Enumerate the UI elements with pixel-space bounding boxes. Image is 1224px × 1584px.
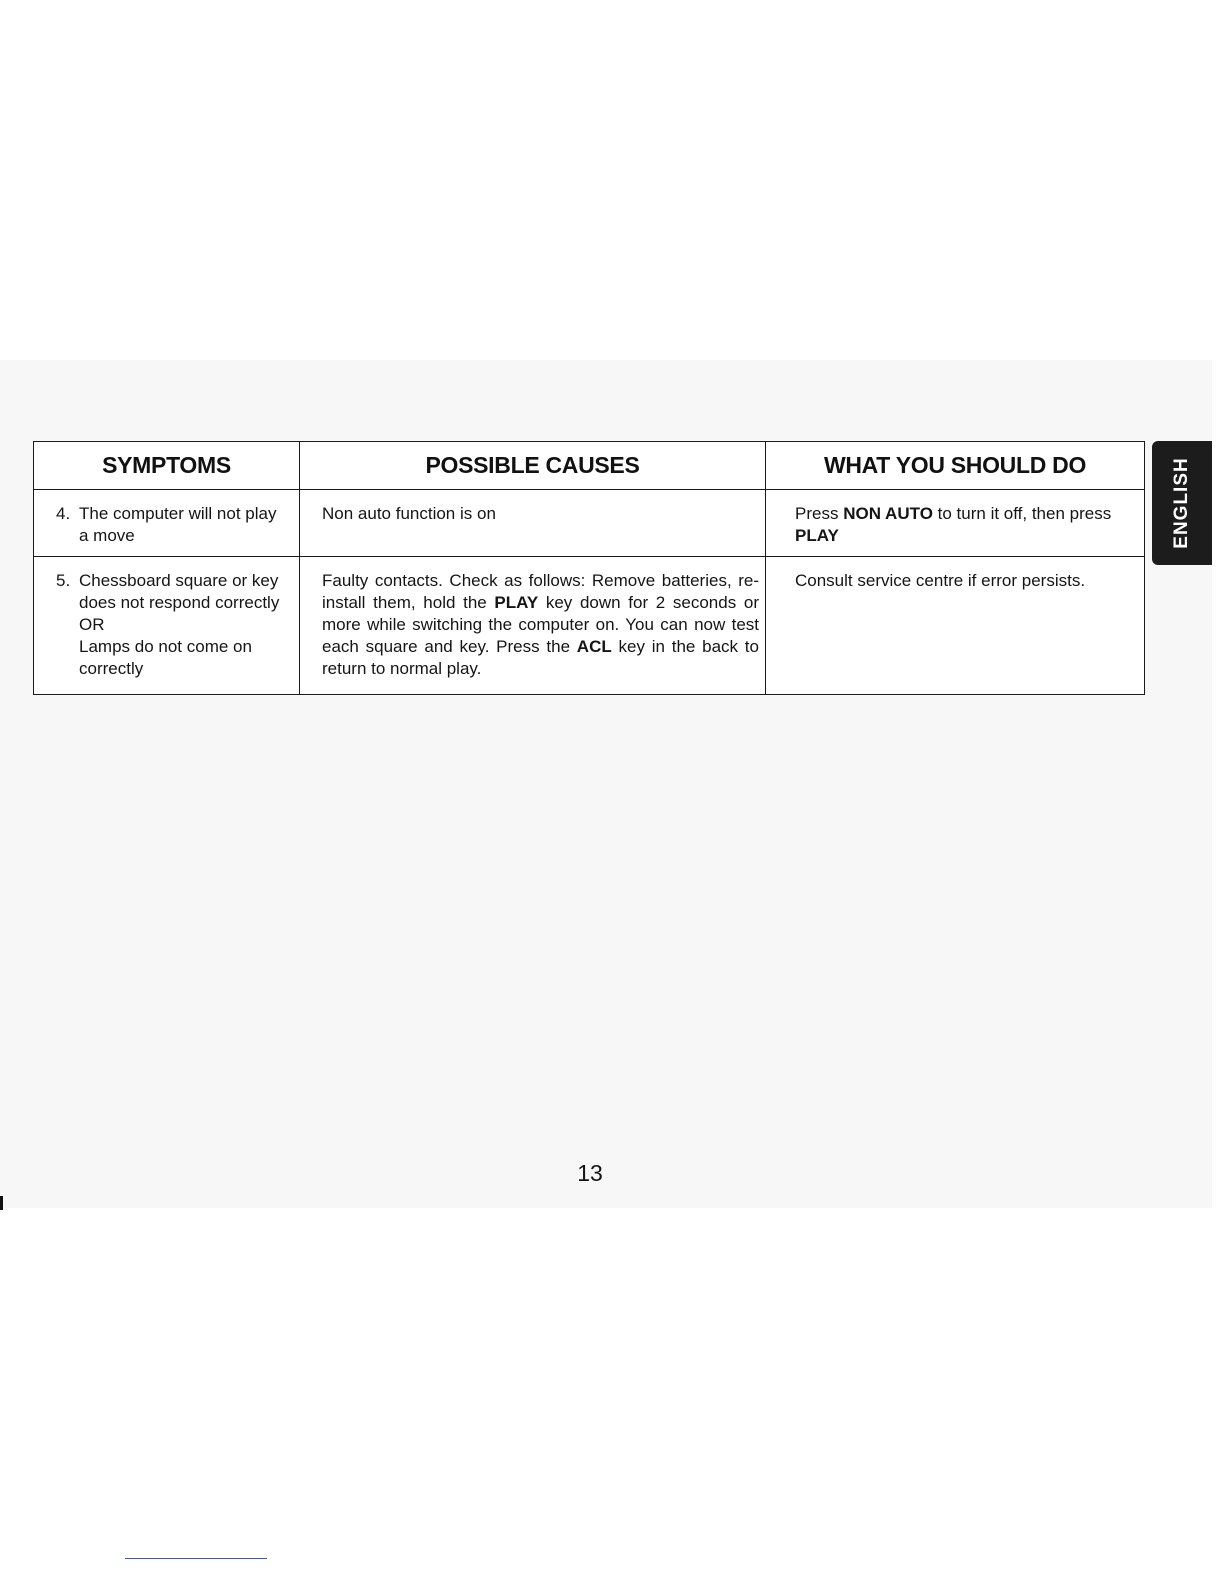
cause-cell [300,557,766,695]
action-cell [766,557,1145,695]
action-cell [766,490,1145,557]
table-row [34,557,1145,695]
header-possible-causes: POSSIBLE CAUSES [300,442,766,490]
symptom-line: does not respond correctly [79,593,280,612]
key-name-play: PLAY [795,526,839,545]
action-text: Press [795,504,844,523]
symptom-line: The computer will not play [79,504,277,523]
cause-cell [300,490,766,557]
cause-text: key in the back to return to normal play. [322,637,759,678]
cause-text: Non auto function is on [322,504,496,523]
language-tab-label: ENGLISH [1171,457,1192,549]
symptom-line: a move [79,526,135,545]
troubleshooting-table [33,441,1145,695]
action-text: Consult service centre if error persists. [795,571,1086,590]
scan-edge-mark [0,1196,3,1210]
table-header-row [34,442,1145,490]
row-number: 4. [56,504,71,523]
symptom-line: Chessboard square or key [79,571,279,590]
key-name-play: PLAY [494,593,539,612]
symptom-line: Lamps do not come on [79,637,252,656]
bottom-rule [125,1558,267,1559]
symptom-cell [34,490,300,557]
action-text: to turn it off, then press [932,504,1112,523]
page-number: 13 [577,1160,603,1186]
row-number: 5. [56,571,71,590]
key-name-acl: ACL [576,637,612,656]
symptom-line: correctly [79,659,144,678]
table-row [34,490,1145,557]
header-symptoms: SYMPTOMS [34,442,300,490]
key-name-non-auto: NON AUTO [843,504,933,523]
header-what-you-should-do: WHAT YOU SHOULD DO [766,442,1145,490]
cause-text: key down for 2 seconds or more while switching the computer on. You can now test each square and key. Press the [322,593,759,656]
language-tab [1152,441,1212,565]
symptom-line: OR [79,615,105,634]
cause-text: Faulty contacts. Check as follows: Remove batteries, re-install them, hold the [322,571,759,612]
symptom-cell [34,557,300,695]
